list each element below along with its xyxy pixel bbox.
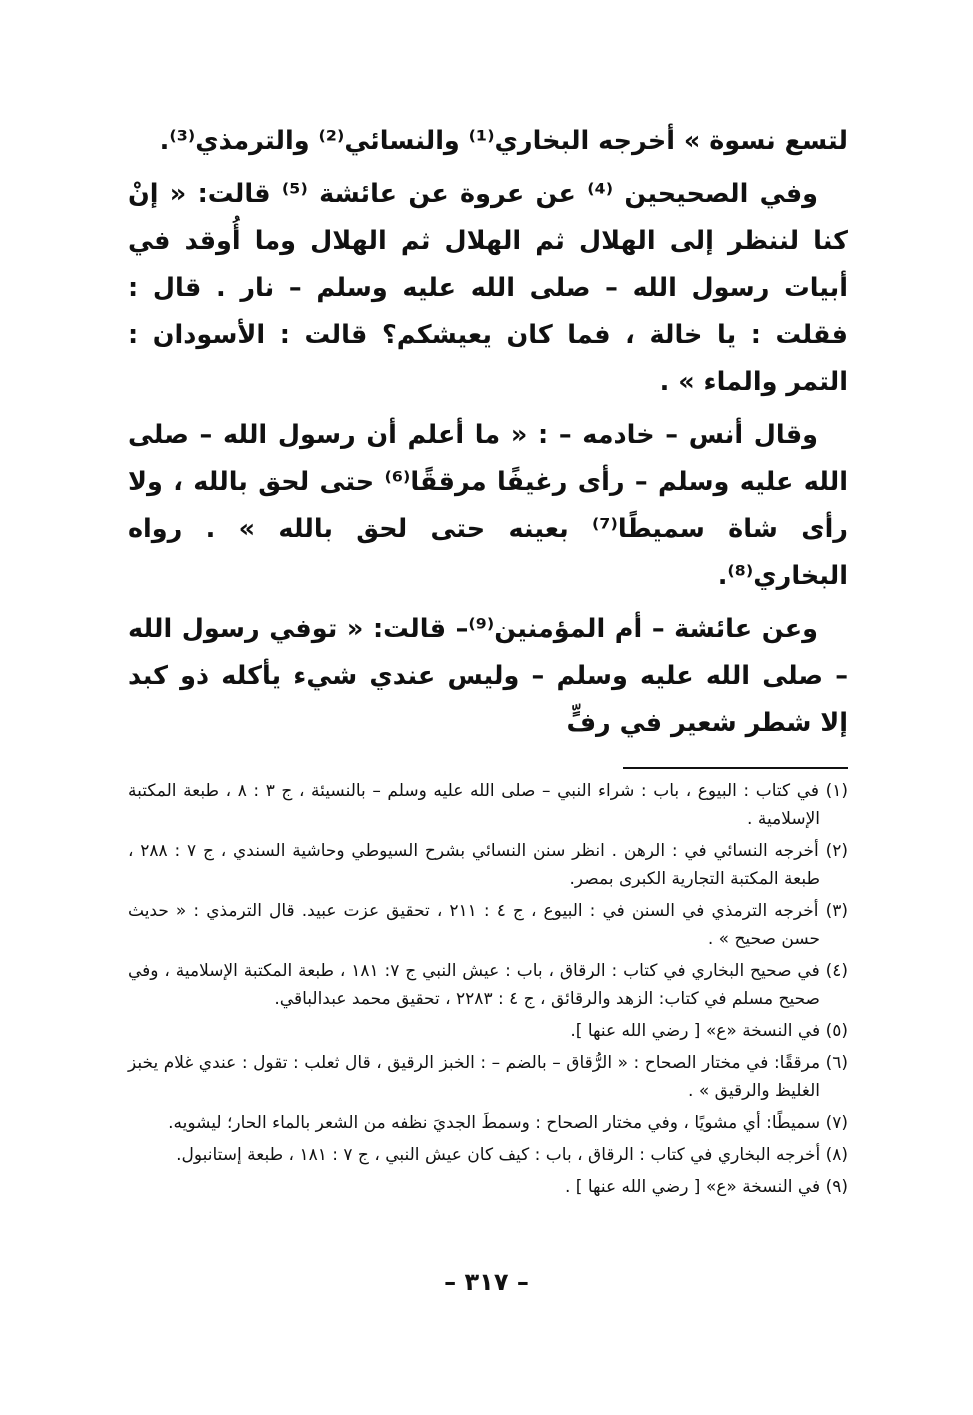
page-content	[128, 118, 848, 1205]
footnote-1: (١) في كتاب : البيوع ، باب : شراء النبي – صلى الله عليه وسلم – بالنسيئة ، ج ٣ : ٨ ، طبعة المكتبة الإسلامية .	[128, 781, 848, 829]
footnotes	[128, 777, 848, 1201]
footnote-8: (٨) أخرجه البخاري في كتاب : الرقاق ، باب : كيف كان عيش النبي ، ج ٧ : ١٨١ ، طبعة إستانبول.	[176, 1145, 848, 1165]
paragraph-2: وفي الصحيحين ⁽⁴⁾ عن عروة عن عائشة ⁽⁵⁾ قالت: « إنْ كنا لننظر إلى الهلال ثم الهلال ثم الهلال وما أُوقد في أبيات رسول الله – صلى الله عليه وسلم – نار . قال : فقلت : يا خالة ، فما كان يعيشكم؟ قالت : الأسودان : التمر والماء » .	[128, 179, 848, 397]
footnote-6: (٦) مرققًا: في مختار الصحاح : « الرُّقاق – بالضم – : الخبز الرقيق ، قال ثعلب : تقول : عندي غلام يخبز الغليظ والرقيق » .	[128, 1053, 848, 1101]
paragraph-4: وعن عائشة – أم المؤمنين⁽⁹⁾– قالت: « توفي رسول الله – صلى الله عليه وسلم – وليس عندي شيء يأكله ذو كبد إلا شطر شعير في رفٍّ	[128, 614, 848, 738]
page-number: – ٣١٧ –	[444, 1268, 529, 1296]
footnote-5: (٥) في النسخة «ع» [ رضي الله عنها ].	[570, 1021, 848, 1041]
main-text	[128, 118, 848, 747]
paragraph-1: لتسع نسوة » أخرجه البخاري⁽¹⁾ والنسائي⁽²⁾ والترمذي⁽³⁾.	[159, 126, 848, 156]
footnote-9: (٩) في النسخة «ع» [ رضي الله عنها ] .	[565, 1177, 848, 1197]
footnote-7: (٧) سميطًا: أي مشويًا ، وفي مختار الصحاح : وسمطَ الجديَ نظفه من الشعر بالماء الحار؛ ليشويه.	[168, 1113, 848, 1133]
paragraph-3: وقال أنس – خادمه – : « ما أعلم أن رسول الله – صلى الله عليه وسلم – رأى رغيفًا مرققًا⁽⁶⁾ حتى لحق بالله ، ولا رأى شاة سميطًا⁽⁷⁾ بعينه حتى لحق بالله » . رواه البخاري⁽⁸⁾.	[128, 420, 848, 591]
footnote-3: (٣) أخرجه الترمذي في السنن في : البيوع ، ج ٤ : ٢١١ ، تحقيق عزت عبيد. قال الترمذي : « حديث حسن صحيح » .	[128, 901, 848, 949]
footnote-4: (٤) في صحيح البخاري في كتاب : الرقاق ، باب : عيش النبي ج ٧: ١٨١ ، طبعة المكتبة الإسلامية ، وفي صحيح مسلم في كتاب: الزهد والرقائق ، ج ٤ : ٢٢٨٣ ، تحقيق محمد عبدالباقي.	[128, 961, 848, 1009]
footnote-2: (٢) أخرجه النسائي في : الرهن . انظر سنن النسائي بشرح السيوطي وحاشية السندي ، ج ٧ : ٢٨٨ ، طبعة المكتبة التجارية الكبرى بمصر.	[128, 841, 848, 889]
footnote-separator	[623, 767, 848, 769]
